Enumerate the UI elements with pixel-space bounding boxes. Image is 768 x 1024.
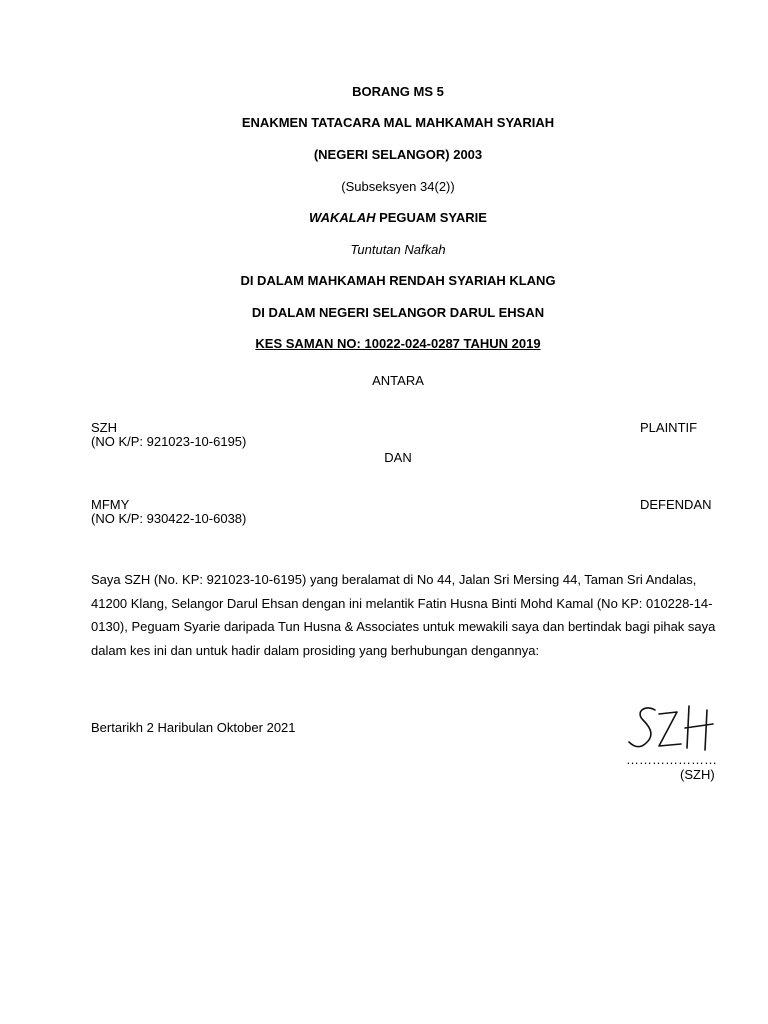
signature-handwritten [615, 700, 725, 760]
document-title-italic: WAKALAH [309, 210, 376, 225]
plaintiff-name: SZH [91, 420, 117, 435]
plaintiff-ic: (NO K/P: 921023-10-6195) [91, 434, 247, 449]
defendant-ic: (NO K/P: 930422-10-6038) [91, 511, 247, 526]
plaintiff-role: PLAINTIF [640, 420, 698, 435]
defendant-role: DEFENDAN [640, 497, 712, 512]
document-title-rest: PEGUAM SYARIE [375, 210, 487, 225]
defendant-name: MFMY [91, 497, 130, 512]
signature-dots: ………………… [626, 752, 717, 767]
court-name: DI DALAM MAHKAMAH RENDAH SYARIAH KLANG [240, 273, 556, 288]
date-line: Bertarikh 2 Haribulan Oktober 2021 [91, 720, 296, 735]
case-number: KES SAMAN NO: 10022-024-0287 TAHUN 2019 [255, 336, 541, 351]
form-number: BORANG MS 5 [352, 84, 444, 99]
court-state: DI DALAM NEGERI SELANGOR DARUL EHSAN [251, 305, 545, 320]
between-label: ANTARA [372, 373, 424, 388]
enactment-title: ENAKMEN TATACARA MAL MAHKAMAH SYARIAH [241, 115, 555, 130]
claim-type: Tuntutan Nafkah [350, 242, 446, 257]
subsection: (Subseksyen 34(2)) [341, 179, 455, 194]
appointment-paragraph: Saya SZH (No. KP: 921023-10-6195) yang beralamat di No 44, Jalan Sri Mersing 44, Taman Sri Andalas, 41200 Klang, Selangor Darul Ehsan dengan ini melantik Fatin Husna Binti Mohd Kamal (No KP: 010228-14-0130), Peguam Syarie daripada Tun Husna & Associates untuk mewakili saya dan bertindak bagi pihak saya dalam kes ini dan untuk hadir dalam prosiding yang berhubungan dengannya: [91, 572, 716, 658]
state-year: (NEGERI SELANGOR) 2003 [313, 147, 483, 162]
signatory-name: (SZH) [680, 767, 715, 782]
document-title [0, 210, 768, 225]
signature-svg [615, 700, 725, 760]
and-label: DAN [384, 450, 412, 465]
